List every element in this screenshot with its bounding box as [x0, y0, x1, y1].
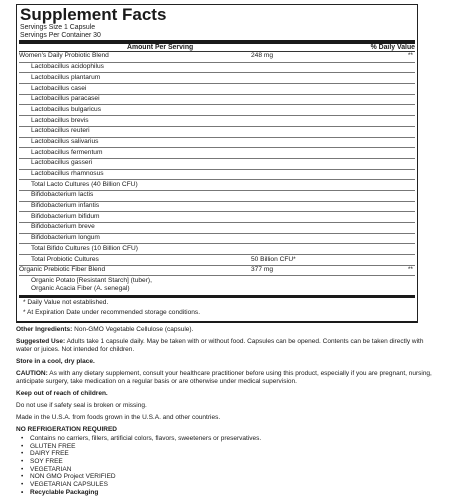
ingredient-name: Organic Prebiotic Fiber Blend	[19, 266, 106, 274]
amount-header: Amount Per Serving	[127, 43, 194, 51]
bullet-icon: •	[21, 488, 24, 496]
caution: CAUTION: As with any dietary supplement, consult your healthcare practitioner before using this product, especially if you are pregnant, nursing, anticipate surgery, take medication on a regular basis or are otherwise under medical supervision.	[16, 369, 432, 385]
ingredient-name: Lactobacillus casei	[31, 84, 87, 92]
ingredient-name: Bifidobacterium bifidum	[31, 212, 100, 220]
table-row	[19, 148, 415, 159]
dv-header: % Daily Value	[370, 43, 415, 51]
list-item	[16, 473, 436, 481]
ingredient-amount: 50 Billion CFU*	[251, 255, 296, 263]
ingredient-amount: 248 mg	[251, 52, 273, 60]
ingredient-name: Bifidobacterium breve	[31, 223, 95, 231]
bullet-icon: •	[21, 442, 24, 450]
label-text	[16, 326, 436, 497]
list-item	[16, 458, 436, 466]
prebiotic-sub-ingredients	[19, 276, 415, 297]
table-row	[19, 95, 415, 106]
ingredient-name: Lactobacillus paracasei	[31, 95, 100, 103]
footnote: * At Expiration Date under recommended storage conditions.	[23, 309, 201, 317]
ingredient-name: Bifidobacterium longum	[31, 234, 100, 242]
table-row	[19, 191, 415, 202]
list-item-text: SOY FREE	[30, 458, 63, 466]
list-item-text: GLUTEN FREE	[30, 442, 76, 450]
ingredient-dv: **	[407, 52, 413, 60]
serving-size: Servings Size 1 Capsule	[20, 24, 96, 31]
ingredient-name: Lactobacillus fermentum	[31, 148, 103, 156]
made-in: Made in the U.S.A. from foods grown in the U.S.A. and other countries.	[16, 414, 221, 422]
bullet-icon: •	[21, 434, 24, 442]
bullet-icon: •	[21, 458, 24, 466]
ingredient-name: Lactobacillus reuteri	[31, 127, 90, 135]
table-header	[19, 40, 415, 52]
sub-ingredient-line: Organic Acacia Fiber (A. senegal)	[31, 285, 130, 293]
ingredient-amount: 377 mg	[251, 266, 273, 274]
bullet-icon: •	[21, 473, 24, 481]
seal-note: Do not use if safety seal is broken or missing.	[16, 401, 147, 409]
list-item-text: Recyclable Packaging	[30, 488, 99, 496]
ingredient-name: Lactobacillus salivarius	[31, 137, 99, 145]
ingredient-name: Lactobacillus plantarum	[31, 73, 101, 81]
ingredient-name: Lactobacillus brevis	[31, 116, 89, 124]
ingredient-name: Total Probiotic Cultures	[31, 255, 99, 263]
panel-title: Supplement Facts	[20, 5, 167, 24]
table-row	[19, 170, 415, 181]
table-row	[19, 266, 415, 277]
table-row	[19, 223, 415, 234]
list-item	[16, 481, 436, 489]
table-row	[19, 116, 415, 127]
table-row	[19, 84, 415, 95]
keep-out-warning: Keep out of reach of children.	[16, 389, 108, 397]
table-row	[19, 105, 415, 116]
footnote: * Daily Value not established.	[23, 298, 109, 306]
table-row	[19, 255, 415, 266]
ingredient-name: Lactobacillus rhamnosus	[31, 170, 104, 178]
ingredient-name: Lactobacillus acidophilus	[31, 63, 104, 71]
servings-per-container: Servings Per Container 30	[20, 31, 101, 39]
ingredient-name: Lactobacillus gasseri	[31, 159, 93, 167]
table-row	[19, 52, 415, 63]
list-item	[16, 435, 436, 443]
sub-ingredient-line: Organic Potato [Resistant Starch] (tuber),	[31, 277, 152, 285]
feature-list	[16, 435, 436, 497]
bullet-icon: •	[21, 481, 24, 489]
list-item	[16, 466, 436, 474]
ingredient-name: Women's Daily Probiotic Blend	[19, 52, 109, 60]
ingredient-dv: **	[407, 266, 413, 274]
ingredient-name: Bifidobacterium infantis	[31, 202, 100, 210]
bullet-icon: •	[21, 465, 24, 473]
table-row	[19, 180, 415, 191]
ingredient-name: Total Bifido Cultures (10 Billion CFU)	[31, 244, 139, 252]
table-row	[19, 73, 415, 84]
ingredient-name: Bifidobacterium lactis	[31, 191, 94, 199]
table-row	[19, 202, 415, 213]
table-row	[19, 159, 415, 170]
other-ingredients: Other Ingredients: Non-GMO Vegetable Cellulose (capsule).	[16, 325, 194, 333]
ingredient-name: Lactobacillus bulgaricus	[31, 105, 102, 113]
table-row	[19, 234, 415, 245]
list-item-text: DAIRY FREE	[30, 450, 69, 458]
supplement-facts-panel	[16, 4, 418, 323]
table-row	[19, 63, 415, 74]
table-row	[19, 138, 415, 149]
list-item-text: NON GMO Project VERIFIED	[30, 473, 116, 481]
table-row	[19, 244, 415, 255]
bullet-icon: •	[21, 450, 24, 458]
no-refrigeration: NO REFRIGERATION REQUIRED	[16, 426, 117, 434]
list-item-text: Contains no carriers, fillers, artificial colors, flavors, sweeteners or preservatives.	[30, 434, 262, 442]
list-item	[16, 489, 436, 497]
list-item	[16, 450, 436, 458]
list-item-text: VEGETARIAN CAPSULES	[30, 481, 108, 489]
list-item	[16, 443, 436, 451]
suggested-use: Suggested Use: Adults take 1 capsule daily. May be taken with or without food. Capsules can be opened. Contents can be taken directly with water or juices. Not intended for children.	[16, 338, 424, 353]
storage-note: Store in a cool, dry place.	[16, 357, 95, 365]
list-item-text: VEGETARIAN	[30, 465, 72, 473]
footnotes	[17, 298, 417, 323]
table-row	[19, 212, 415, 223]
ingredient-name: Total Lacto Cultures (40 Billion CFU)	[31, 180, 138, 188]
ingredient-table	[19, 52, 415, 276]
table-row	[19, 127, 415, 138]
